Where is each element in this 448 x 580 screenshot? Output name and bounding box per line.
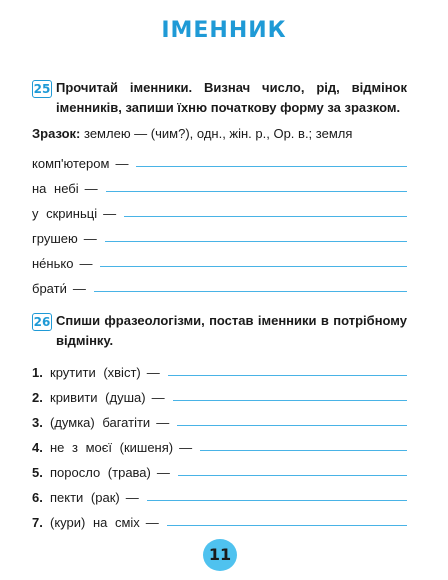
answer-row (32, 430, 407, 455)
dash: — (146, 365, 160, 380)
answer-row (32, 355, 407, 380)
phrase: (думка) багатіти (50, 415, 151, 430)
dash: — (115, 156, 129, 171)
answer-line[interactable] (136, 165, 407, 167)
dash: — (72, 281, 86, 296)
task-25-header (32, 78, 407, 118)
task-number-badge: 25 (33, 82, 51, 96)
dash: — (179, 440, 193, 455)
answer-line[interactable] (178, 474, 407, 476)
answer-row (32, 380, 407, 405)
phrase: крутити (хвіст) (50, 365, 141, 380)
answer-line[interactable] (100, 265, 407, 267)
item-number: 6. (32, 490, 43, 505)
answer-row (32, 221, 407, 246)
task-26 (32, 311, 407, 530)
task-26-instruction: Спиши фразеологізми, постав іменники в потрібному відмінку. (56, 313, 407, 348)
dash: — (156, 465, 170, 480)
phrase: поросло (трава) (50, 465, 151, 480)
answer-row (32, 246, 407, 271)
task-25 (32, 78, 407, 296)
phrase: пекти (рак) (50, 490, 120, 505)
item-number: 2. (32, 390, 43, 405)
dash: — (156, 415, 170, 430)
word: на небі (32, 181, 79, 196)
item-number: 7. (32, 515, 43, 530)
dash: — (83, 231, 97, 246)
page-title: ІМЕННИК (161, 18, 287, 43)
answer-row (32, 480, 407, 505)
dash: — (151, 390, 165, 405)
page-number: 11 (203, 539, 237, 571)
example (32, 124, 407, 144)
dash: — (125, 490, 139, 505)
item-number: 4. (32, 440, 43, 455)
answer-row (32, 196, 407, 221)
example-text: землею — (чим?), одн., жін. р., Ор. в.; земля (84, 126, 353, 141)
answer-line[interactable] (124, 215, 407, 217)
task-26-header (32, 311, 407, 351)
answer-line[interactable] (168, 374, 407, 376)
answer-line[interactable] (94, 290, 407, 292)
word: у скриньці (32, 206, 98, 221)
answer-line[interactable] (177, 424, 407, 426)
answer-row (32, 455, 407, 480)
word: грушею (32, 231, 78, 246)
dash: — (84, 181, 98, 196)
word: брати́ (32, 281, 67, 296)
word: комп'ютером (32, 156, 110, 171)
answer-row (32, 405, 407, 430)
answer-row (32, 271, 407, 296)
phrase: (кури) на сміх (50, 515, 140, 530)
task-25-instruction: Прочитай іменники. Визнач число, рід, відмінок іменників, запиши їхню початкову форму за зразком. (56, 80, 407, 115)
item-number: 3. (32, 415, 43, 430)
task-number-badge: 26 (33, 315, 51, 329)
word: не́нько (32, 256, 74, 271)
answer-line[interactable] (105, 240, 407, 242)
phrase: не з моєї (кишеня) (50, 440, 174, 455)
item-number: 1. (32, 365, 43, 380)
answer-row (32, 146, 407, 171)
answer-line[interactable] (173, 399, 407, 401)
answer-line[interactable] (147, 499, 407, 501)
dash: — (145, 515, 159, 530)
dash: — (79, 256, 93, 271)
phrase: кривити (душа) (50, 390, 146, 405)
answer-line[interactable] (106, 190, 407, 192)
dash: — (103, 206, 117, 221)
example-label: Зразок: (32, 126, 81, 141)
answer-line[interactable] (167, 524, 407, 526)
item-number: 5. (32, 465, 43, 480)
answer-row (32, 171, 407, 196)
answer-line[interactable] (200, 449, 407, 451)
answer-row (32, 505, 407, 530)
